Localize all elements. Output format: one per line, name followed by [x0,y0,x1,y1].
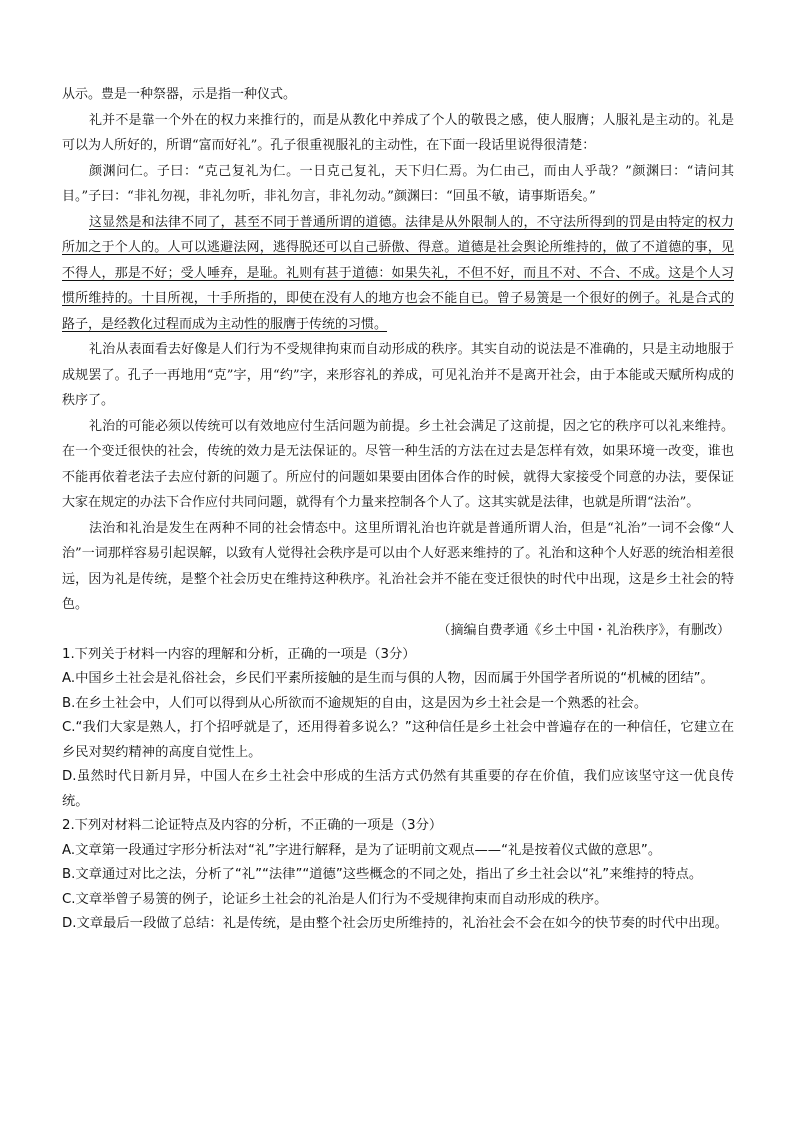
question-2-option-d: D.文章最后一段做了总结：礼是传统，是由整个社会历史所维持的，礼治社会不会在如今的快节奏的时代中出现。 [62,916,729,931]
document-page [62,82,734,937]
passage-paragraph: 礼并不是靠一个外在的权力来推行的，而是从教化中养成了个人的敬畏之感，使人服膺；人服礼是主动的。礼是可以为人所好的，所谓“富而好礼”。孔子很重视服礼的主动性，在下面一段话里说得很清楚： [62,112,734,153]
passage-paragraph: 颜渊问仁。子曰：“克己复礼为仁。一日克己复礼，天下归仁焉。为仁由己，而由人乎哉？”颜渊曰：“请问其目。”子曰：“非礼勿视，非礼勿听，非礼勿言，非礼勿动。”颜渊曰：“回虽不敏，请事斯语矣。” [62,163,734,204]
passage-paragraph: 从示。豊是一种祭器，示是指一种仪式。 [62,87,297,102]
passage-material-two [62,82,734,618]
question-2-stem: 2.下列对材料二论证特点及内容的分析，不正确的一项是（3分） [62,818,443,833]
question-2-option-c: C.文章举曾子易箦的例子，论证乡土社会的礼治是人们行为不受规律拘束而自动形成的秩序。 [62,891,608,907]
source-citation: （摘编自费孝通《乡土中国・礼治秩序》，有删改） [437,622,730,638]
question-1-option-d: D.虽然时代日新月异，中国人在乡土社会中形成的生活方式仍然有其重要的存在价值，我们应该坚守这一优良传统。 [62,769,734,809]
question-2-option-b: B.文章通过对比之法，分析了“礼”“法律”“道德”这些概念的不同之处，指出了乡土社会以“礼”来维持的特点。 [62,867,703,882]
passage-paragraph: 礼治的可能必须以传统可以有效地应付生活问题为前提。乡土社会满足了这前提，因之它的秩序可以礼来维持。在一个变迁很快的社会，传统的效力是无法保证的。尽管一种生活的方法在过去是怎样有效，如果环境一改变，谁也不能再依着老法子去应付新的问题了。所应付的问题如果要由团体合作的时候，就得大家接受个同意的办法，要保证大家在规定的办法下合作应付共同问题，就得有个力量来控制各个人了。这其实就是法律，也就是所谓“法治”。 [62,418,734,510]
question-1-option-c: C.“我们大家是熟人，打个招呼就是了，还用得着多说么？”这种信任是乡土社会中普遍存在的一种信任，它建立在乡民对契约精神的高度自觉性上。 [62,720,734,760]
passage-paragraph: 礼治从表面看去好像是人们行为不受规律拘束而自动形成的秩序。其实自动的说法是不准确的，只是主动地服于成规罢了。孔子一再地用“克”字，用“约”字，来形容礼的养成，可见礼治并不是离开社会，由于本能或天赋所构成的秩序了。 [62,342,734,408]
question-1-option-a: A.中国乡土社会是礼俗社会，乡民们平素所接触的是生而与俱的人物，因而属于外国学者所说的“机械的团结”。 [62,671,714,686]
passage-paragraph-underlined [62,210,734,338]
question-1-option-b: B.在乡土社会中，人们可以得到从心所欲而不逾规矩的自由，这是因为乡土社会是一个熟悉的社会。 [62,695,648,711]
question-1-stem: 1.下列关于材料一内容的理解和分析，正确的一项是（3分） [62,646,416,662]
question-2-option-a: A.文章第一段通过字形分析法对“礼”字进行解释，是为了证明前文观点——“礼是按着仪式做的意思”。 [62,842,662,858]
passage-paragraph: 法治和礼治是发生在两种不同的社会情态中。这里所谓礼治也许就是普通所谓人治，但是“礼治”一词不会像“人治”一词那样容易引起误解，以致有人觉得社会秩序是可以由个人好恶来维持的了。礼治和这种个人好恶的统治相差很远，因为礼是传统，是整个社会历史在维持这种秩序。礼治社会并不能在变迁很快的时代中出现，这是乡土社会的特色。 [62,520,734,612]
underlined-text: 这显然是和法律不同了，甚至不同于普通所谓的道德。法律是从外限制人的，不守法所得到的罚是由特定的权力所加之于个人的。人可以逃避法网，逃得脱还可以自己骄傲、得意。道德是社会舆论所维持的，做了不道德的事，见不得人，那是不好；受人唾弃，是耻。礼则有甚于道德：如果失礼，不但不好，而且不对、不合、不成。这是个人习惯所维持的。十目所视，十手所指的，即使在没有人的地方也会不能自已。曾子易箦是一个很好的例子。礼是合式的路子，是经教化过程而成为主动性的服膺于传统的习惯。 [62,214,734,332]
questions-section [62,643,734,937]
